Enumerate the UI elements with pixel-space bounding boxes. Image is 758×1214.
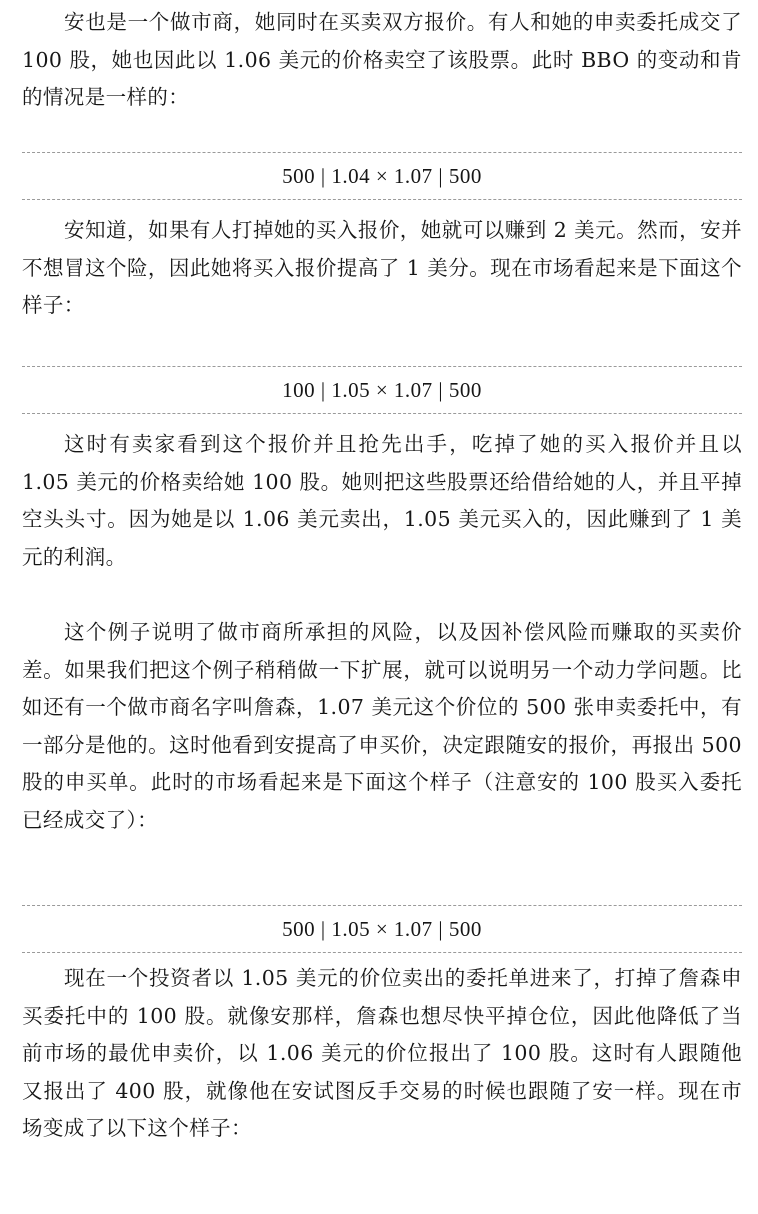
- paragraph-5: 现在一个投资者以 1.05 美元的价位卖出的委托单进来了，打掉了詹森申买委托中的 100 股。就像安那样，詹森也想尽快平掉仓位，因此他降低了当前市场的最优申卖价，以 1.06 美元的价位报出了 100 股。这时有人跟随他又报出了 400 股，就像他在安试图反手交易的时候也跟随了安一样。现在市场变成了以下这个样子：: [22, 966, 742, 1140]
- paragraph-2: 安知道，如果有人打掉她的买入报价，她就可以赚到 2 美元。然而，安并不想冒这个险，因此她将买入报价提高了 1 美分。现在市场看起来是下面这个样子：: [22, 218, 742, 317]
- quote-text-1: 500 | 1.04 × 1.07 | 500: [282, 163, 482, 188]
- quote-box-3: [22, 905, 742, 953]
- paragraph-4: 这个例子说明了做市商所承担的风险，以及因补偿风险而赚取的买卖价差。如果我们把这个例子稍稍做一下扩展，就可以说明另一个动力学问题。比如还有一个做市商名字叫詹森，1.07 美元这个价位的 500 张申卖委托中，有一部分是他的。这时他看到安提高了申买价，决定跟随安的报价，再报出 500 股的申买单。此时的市场看起来是下面这个样子（注意安的 100 股买入委托已经成交了）：: [22, 620, 742, 832]
- paragraph-3: 这时有卖家看到这个报价并且抢先出手，吃掉了她的买入报价并且以 1.05 美元的价格卖给她 100 股。她则把这些股票还给借给她的人，并且平掉空头头寸。因为她是以 1.06 美元卖出，1.05 美元买入的，因此赚到了 1 美元的利润。: [22, 432, 742, 569]
- quote-text-3: 500 | 1.05 × 1.07 | 500: [282, 916, 482, 941]
- quote-box-2: [22, 366, 742, 414]
- quote-box-1: [22, 152, 742, 200]
- paragraph-1: 安也是一个做市商，她同时在买卖双方报价。有人和她的申卖委托成交了 100 股，她也因此以 1.06 美元的价格卖空了该股票。此时 BBO 的变动和肯的情况是一样的：: [22, 10, 742, 109]
- quote-text-2: 100 | 1.05 × 1.07 | 500: [282, 377, 482, 402]
